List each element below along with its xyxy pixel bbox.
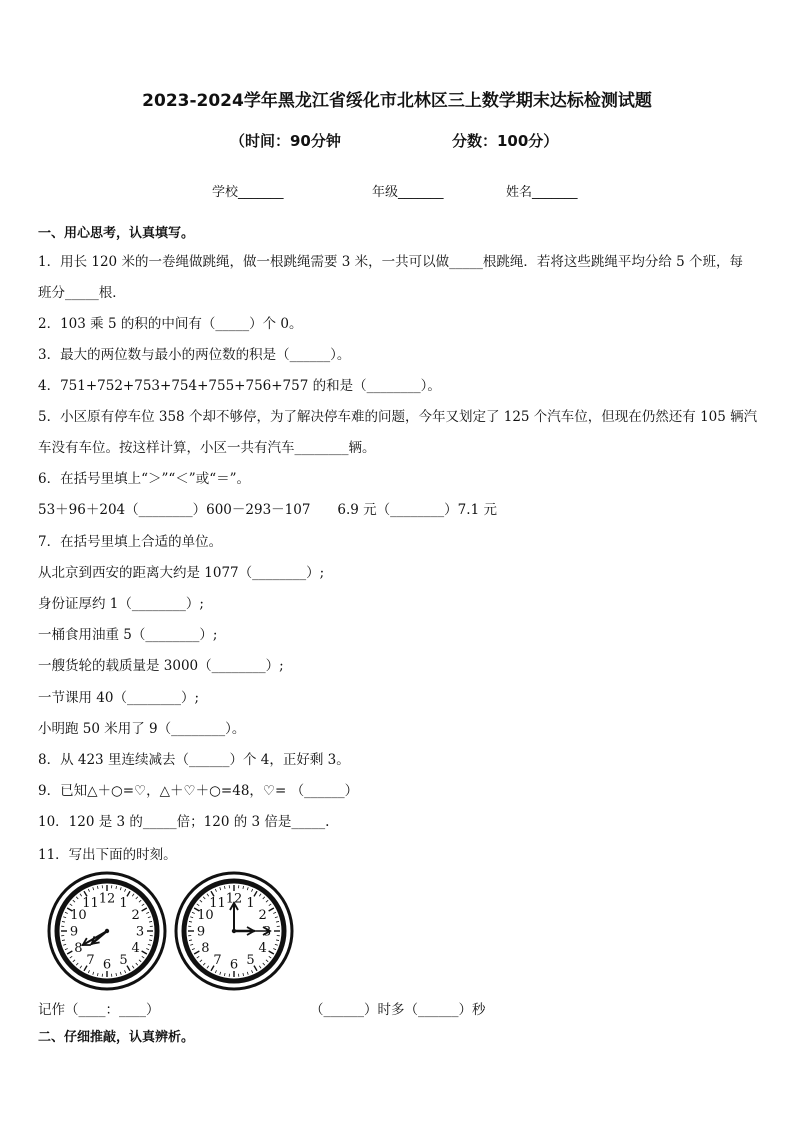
clock-number: 4 (258, 941, 267, 956)
clock-number: 9 (196, 924, 206, 940)
question-line: 10．120 是 3 的_____倍；120 的 3 倍是_____. (38, 814, 330, 830)
question-line: 8．从 423 里连续减去（______）个 4，正好剩 3。 (38, 752, 350, 768)
question-line: 2．103 乘 5 的积的中间有（_____）个 0。 (38, 316, 303, 332)
clock-2-answer: （______）时多（______）秒 (310, 1002, 486, 1018)
clock-number: 5 (119, 953, 128, 969)
clock-number: 6 (229, 957, 239, 973)
question-line: 6．在括号里填上“＞”“＜”或“＝”。 (38, 471, 250, 487)
question-line: 一桶食用油重 5（________）; (38, 627, 218, 643)
clock-center (232, 929, 236, 933)
clock-number: 2 (258, 908, 267, 923)
clock-center (105, 929, 109, 933)
question-line: 3．最大的两位数与最小的两位数的积是（______）。 (38, 347, 351, 363)
question-line: 7．在括号里填上合适的单位。 (38, 534, 223, 550)
clock-number: 11 (82, 895, 99, 911)
clock-number: 7 (213, 953, 222, 969)
name-field[interactable]: 姓名_______ (506, 185, 578, 200)
question-line: 一艘货轮的载质量是 3000（________）; (38, 658, 284, 674)
page-title: 2023-2024学年黑龙江省绥化市北林区三上数学期末达标检测试题 (142, 91, 652, 111)
question-line: 车没有车位。按这样计算，小区一共有汽车________辆。 (38, 440, 376, 456)
clock-number: 4 (131, 941, 140, 956)
question-line: 1．用长 120 米的一卷绳做跳绳，做一根跳绳需要 3 米，一共可以做_____根跳绳．若将这些跳绳平均分给 5 个班，每 (38, 254, 744, 270)
clock-number: 3 (135, 924, 145, 940)
clock-number: 8 (74, 941, 83, 956)
grade-field[interactable]: 年级_______ (372, 185, 444, 200)
question-line: 4．751+752+753+754+755+756+757 的和是（________）。 (38, 378, 441, 394)
question-line: 9．已知△＋○=♡，△＋♡＋○=48，♡= （______） (38, 783, 359, 799)
question-line: 一节课用 40（________）; (38, 690, 200, 706)
clock-number: 3 (262, 924, 272, 940)
clock-number: 12 (98, 891, 116, 907)
clock-number: 2 (131, 908, 140, 923)
clock-number: 8 (201, 941, 210, 956)
question-line: 班分_____根． (38, 285, 126, 301)
question-line: 从北京到西安的距离大约是 1077（________）; (38, 565, 325, 581)
exam-time: （时间：90分钟 (230, 132, 341, 150)
clock-number: 1 (246, 895, 255, 911)
clock-number: 10 (70, 908, 87, 923)
section-2-heading: 二、仔细推敲，认真辨析。 (38, 1030, 195, 1045)
question-line: 11．写出下面的时刻。 (38, 847, 177, 863)
clock-number: 7 (86, 953, 95, 969)
clock-number: 11 (209, 895, 226, 911)
clock-number: 6 (102, 957, 112, 973)
clock-number: 1 (119, 895, 128, 911)
question-line: 53＋96＋204（________）600－293－107 6.9 元（________）7.1 元 (38, 502, 497, 518)
clock-number: 5 (246, 953, 255, 969)
question-line: 身份证厚约 1（________）; (38, 596, 204, 612)
clock-number: 10 (197, 908, 214, 923)
clock-1-answer: 记作（____：____） (38, 1002, 160, 1018)
exam-score: 分数：100分） (452, 132, 559, 150)
section-1-heading: 一、用心思考，认真填写。 (38, 226, 195, 241)
question-line: 5．小区原有停车位 358 个却不够停，为了解决停车难的问题，今年又划定了 125 个汽车位，但现在仍然还有 105 辆汽 (38, 409, 758, 425)
question-line: 小明跑 50 米用了 9（________）。 (38, 721, 246, 737)
school-field[interactable]: 学校_______ (212, 185, 284, 200)
clock-number: 12 (225, 891, 243, 907)
clock-2 (173, 870, 295, 992)
clock-number: 9 (69, 924, 79, 940)
clock-1 (46, 870, 168, 992)
